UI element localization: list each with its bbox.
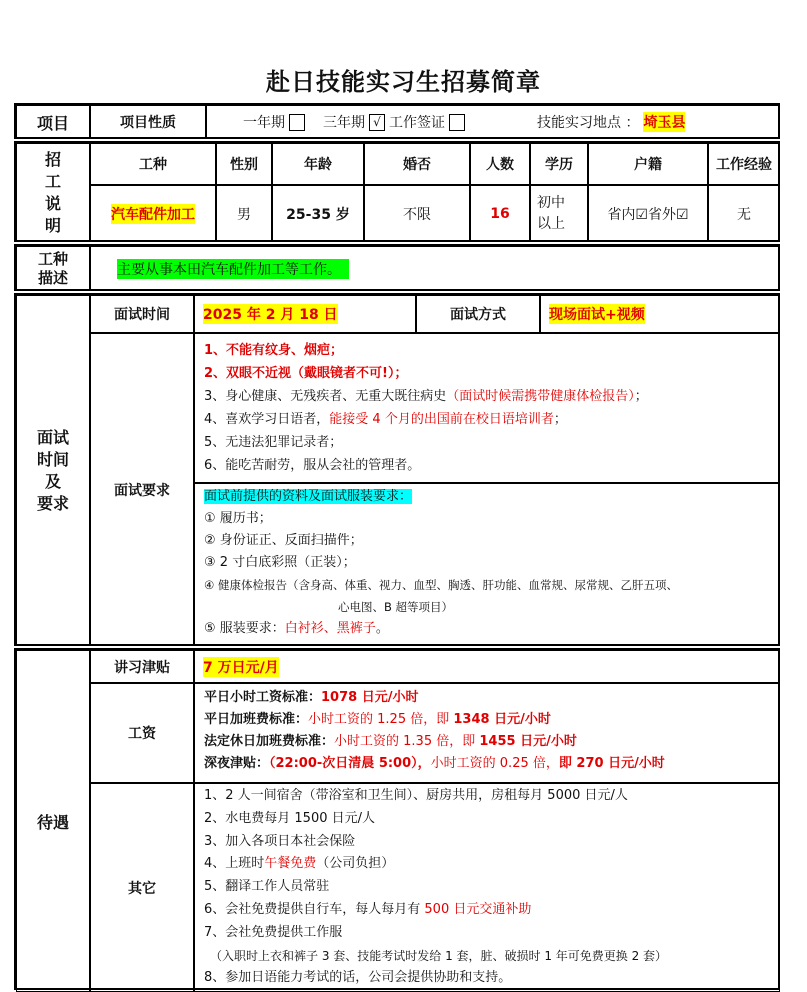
requirement-2: 2、双眼不近视（戴眼镜者不可!）； <box>204 366 408 381</box>
header-experience: 工作经验 <box>708 143 780 185</box>
three-year-checkbox[interactable]: √ <box>369 114 385 131</box>
document-2: ② 身份证正、反面扫描件； <box>204 533 363 548</box>
requirement-1: 1、不能有纹身、烟疤； <box>204 343 344 358</box>
gender-value: 男 <box>216 185 272 242</box>
page-title: 赴日技能实习生招募简章 <box>266 68 541 96</box>
documents-list <box>204 486 678 640</box>
interview-requirements-label: 面试要求 <box>90 333 194 646</box>
document-1: ① 履历书； <box>204 511 272 526</box>
allowance-value: 7 万日元/月 <box>203 657 279 677</box>
recruitment-section <box>14 141 780 242</box>
header-education: 学历 <box>530 143 588 185</box>
location-value: 埼玉县 <box>643 112 685 132</box>
other-7: 7、会社免费提供工作服 <box>204 924 343 940</box>
requirement-3: 3、身心健康、无残疾者、无重大既往病史（面试时候需携带健康体检报告）； <box>204 389 648 404</box>
other-2: 2、水电费每月 1500 日元/人 <box>204 810 375 826</box>
other-1: 1、2 人一间宿舍（带浴室和卫生间）、厨房共用，房租每月 5000 日元/人 <box>204 788 628 803</box>
interview-method-value: 现场面试+视频 <box>549 304 645 324</box>
other-7-detail: （入职时上衣和裤子 3 套、技能考试时发给 1 套，脏、破损时 1 年可免费更换 2 套） <box>210 948 668 963</box>
other-6: 6、会社免费提供自行车，每人每月有 500 日元交通补助 <box>204 901 532 917</box>
other-list <box>204 785 667 990</box>
age-value: 25-35 岁 <box>272 185 364 242</box>
header-job-type: 工种 <box>90 143 216 185</box>
job-description-text: 主要从事本田汽车配件加工等工作。 <box>117 259 349 279</box>
wage-weekday-overtime: 平日加班费标准：小时工资的 1.25 倍，即 1348 日元/小时 <box>204 712 551 727</box>
job-type-value: 汽车配件加工 <box>111 204 195 224</box>
header-gender: 性别 <box>216 143 272 185</box>
other-8: 8、参加日语能力考试的话，公司会提供协助和支持。 <box>204 970 512 986</box>
recruitment-side-label: 招 工 说 明 <box>16 143 90 242</box>
header-marital: 婚否 <box>364 143 470 185</box>
work-visa-checkbox[interactable] <box>449 114 465 131</box>
huji-value: 省内☑省外☑ <box>588 185 708 242</box>
marital-value: 不限 <box>364 185 470 242</box>
count-value: 16 <box>470 185 530 242</box>
job-description-label: 工种 描述 <box>16 246 90 291</box>
allowance-cell <box>194 650 780 683</box>
option-one-year-label: 一年期 <box>243 115 285 131</box>
document-4-cont: 心电图、B 超等项目） <box>338 600 454 614</box>
treatment-side-label: 待遇 <box>16 650 90 992</box>
wage-night: 深夜津贴：（22:00-次日清晨 5:00），小时工资的 0.25 倍，即 270 日元/小时 <box>204 756 665 771</box>
project-nature-label: 项目性质 <box>90 105 206 139</box>
wage-weekday: 平日小时工资标准：1078 日元/小时 <box>204 690 419 705</box>
wage-holiday-overtime: 法定休日加班费标准：小时工资的 1.35 倍，即 1455 日元/小时 <box>204 734 577 749</box>
experience-value: 无 <box>708 185 780 242</box>
one-year-checkbox[interactable] <box>289 114 305 131</box>
treatment-section <box>14 648 780 990</box>
interview-time-cell <box>194 295 416 333</box>
allowance-label: 讲习津贴 <box>90 650 194 683</box>
requirements-list <box>204 339 648 477</box>
requirement-6: 6、能吃苦耐劳，服从会社的管理者。 <box>204 458 421 473</box>
project-label: 项目 <box>16 105 90 139</box>
document-4: ④ 健康体检报告（含身高、体重、视力、血型、胸透、肝功能、血常规、尿常规、乙肝五项、 <box>204 578 678 592</box>
other-5: 5、翻译工作人员常驻 <box>204 879 330 895</box>
header-huji: 户籍 <box>588 143 708 185</box>
header-count: 人数 <box>470 143 530 185</box>
document-5: ⑤ 服装要求：白衬衫、黑裤子。 <box>204 621 389 636</box>
document-3: ③ 2 寸白底彩照（正装）； <box>204 555 356 570</box>
project-row <box>14 103 780 139</box>
wage-list <box>204 687 665 775</box>
interview-method-label: 面试方式 <box>416 295 540 333</box>
option-three-year-label: 三年期 <box>323 115 365 131</box>
project-nature-options <box>206 105 780 139</box>
location-label: 技能实习地点 ： <box>537 115 640 131</box>
interview-time-value: 2025 年 2 月 18 日 <box>203 304 338 324</box>
requirement-4: 4、喜欢学习日语者，能接受 4 个月的出国前在校日语培训者； <box>204 412 567 427</box>
requirement-5: 5、无违法犯罪记录者； <box>204 435 343 450</box>
job-description-cell <box>90 246 780 291</box>
other-3: 3、加入各项日本社会保险 <box>204 833 356 849</box>
other-4: 4、上班时午餐免费（公司负担） <box>204 856 395 872</box>
interview-method-cell <box>540 295 780 333</box>
interview-time-label: 面试时间 <box>90 295 194 333</box>
header-age: 年龄 <box>272 143 364 185</box>
wage-label: 工资 <box>90 683 194 783</box>
education-value: 初中 以上 <box>530 185 588 242</box>
interview-side-label: 面试 时间 及 要求 <box>16 295 90 646</box>
job-description-section <box>14 244 780 291</box>
option-work-visa-label: 工作签证 <box>389 115 445 131</box>
other-label: 其它 <box>90 783 194 992</box>
interview-section <box>14 293 780 646</box>
job-type-cell <box>90 185 216 242</box>
documents-title: 面试前提供的资料及面试服装要求： <box>204 489 413 504</box>
